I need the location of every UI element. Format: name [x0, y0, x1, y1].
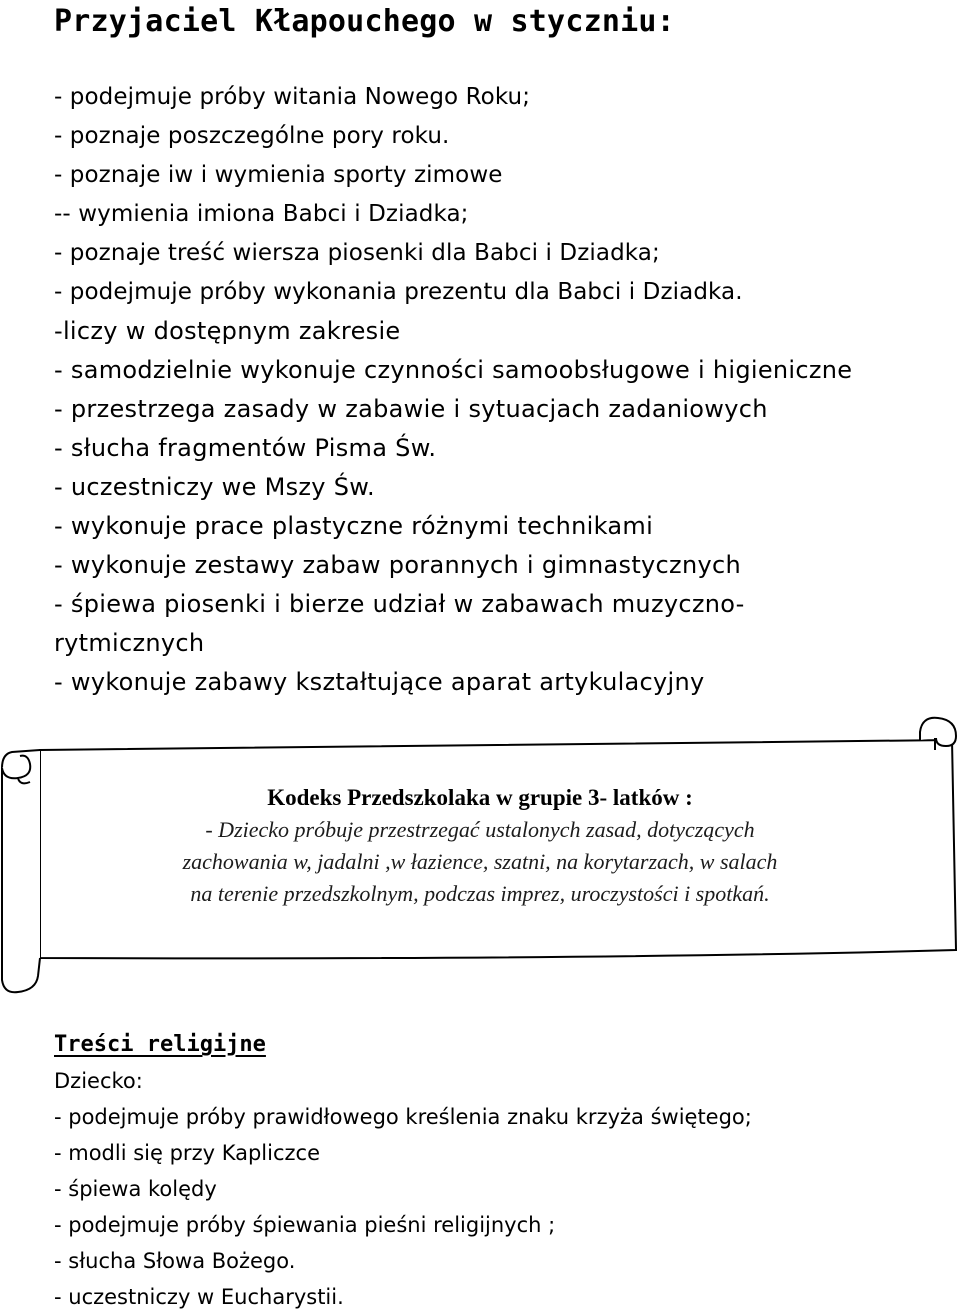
religion-item: - modli się przy Kapliczce: [54, 1141, 320, 1165]
religion-heading: Treści religijne: [54, 1032, 266, 1057]
goal-item: - poznaje iw i wymienia sporty zimowe: [54, 162, 503, 188]
goal-item: - przestrzega zasady w zabawie i sytuacjach zadaniowych: [54, 395, 768, 423]
kodeks-text-block: [100, 782, 860, 910]
religion-subject: Dziecko:: [54, 1069, 143, 1093]
goal-item: - wykonuje zestawy zabaw porannych i gimnastycznych: [54, 551, 741, 579]
religion-item: - podejmuje próby prawidłowego kreślenia znaku krzyża świętego;: [54, 1105, 752, 1129]
religion-list: [54, 1099, 752, 1315]
religion-section: [54, 1027, 752, 1315]
goal-item: - poznaje treść wiersza piosenki dla Babci i Dziadka;: [54, 240, 660, 266]
goals-list: [54, 78, 944, 702]
religion-item: - uczestniczy w Eucharystii.: [54, 1285, 344, 1309]
page-title: Przyjaciel Kłapouchego w styczniu:: [54, 4, 675, 39]
religion-item: - słucha Słowa Bożego.: [54, 1249, 296, 1273]
goal-item: - słucha fragmentów Pisma Św.: [54, 434, 437, 462]
kodeks-line: - Dziecko próbuje przestrzegać ustalonych zasad, dotyczących: [205, 817, 755, 842]
goal-item: -- wymienia imiona Babci i Dziadka;: [54, 201, 469, 227]
goal-item: -liczy w dostępnym zakresie: [54, 317, 401, 345]
goal-item: - wykonuje prace plastyczne różnymi technikami: [54, 512, 654, 540]
religion-item: - śpiewa kolędy: [54, 1177, 217, 1201]
goal-item: - uczestniczy we Mszy Św.: [54, 473, 375, 501]
religion-item: - podejmuje próby śpiewania pieśni religijnych ;: [54, 1213, 556, 1237]
goal-item: - podejmuje próby witania Nowego Roku;: [54, 84, 531, 110]
kodeks-line: na terenie przedszkolnym, podczas imprez, uroczystości i spotkań.: [190, 881, 770, 906]
goal-item: - samodzielnie wykonuje czynności samoobsługowe i higieniczne: [54, 356, 853, 384]
goal-item: - śpiewa piosenki i bierze udział w zabawach muzyczno-rytmicznych: [54, 590, 745, 657]
kodeks-line: zachowania w, jadalni ,w łazience, szatni, na korytarzach, w salach: [182, 849, 778, 874]
goal-item: - poznaje poszczególne pory roku.: [54, 123, 450, 149]
kodeks-heading: Kodeks Przedszkolaka w grupie 3- latków :: [267, 785, 693, 810]
goal-item: - wykonuje zabawy kształtujące aparat artykulacyjny: [54, 668, 705, 696]
goal-item: - podejmuje próby wykonania prezentu dla Babci i Dziadka.: [54, 279, 743, 305]
